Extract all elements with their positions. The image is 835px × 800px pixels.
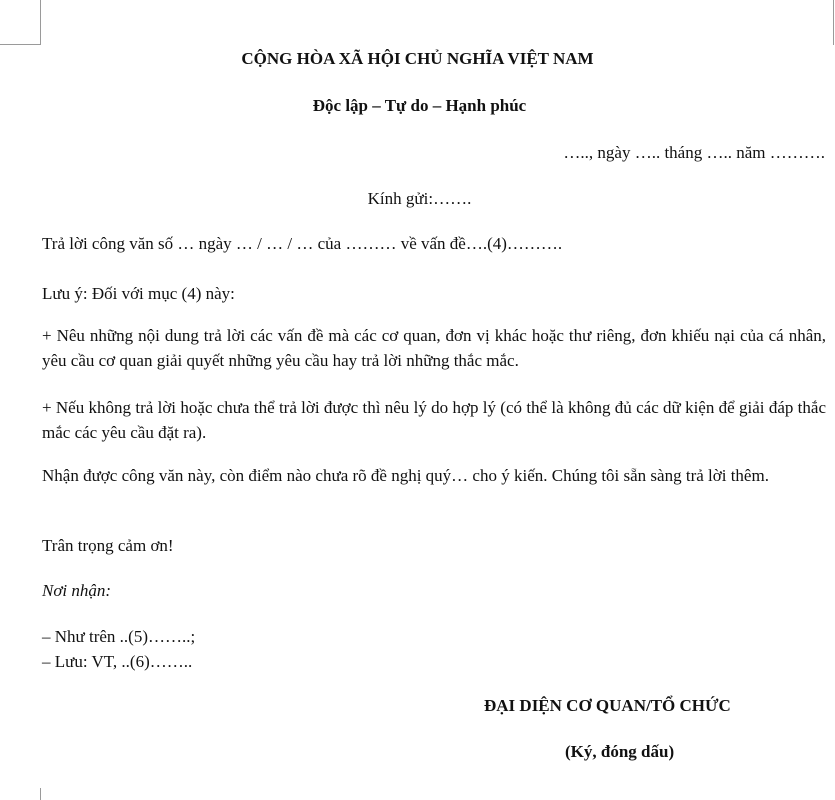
closing-request: Nhận được công văn này, còn điểm nào chưa rõ đề nghị quý… cho ý kiến. Chúng tôi sẵn sàng trả lời thêm. [42,466,769,485]
recipients-line-1: – Như trên ..(5)……..; [42,627,196,646]
note-item-1: + Nêu những nội dung trả lời các vấn đề mà các cơ quan, đơn vị khác hoặc thư riêng, đơn khiếu nại của cá nhân, yêu cầu cơ quan giải quyết những yêu cầu hay trả lời những thắc mắc. [42,326,826,370]
recipients-line-2: – Lưu: VT, ..(6)…….. [42,652,193,671]
national-title: CỘNG HÒA XÃ HỘI CHỦ NGHĨA VIỆT NAM [241,49,594,68]
note-item-2: + Nếu không trả lời hoặc chưa thể trả lời được thì nêu lý do hợp lý (có thể là không đủ các dữ kiện để giải đáp thắc mắc các yêu cầu đặt ra). [42,398,826,442]
place-date-line: ….., ngày ….. tháng ….. năm ………. [563,143,825,162]
motto: Độc lập – Tự do – Hạnh phúc [312,96,527,115]
reply-line: Trả lời công văn số … ngày … / … / … của ……… về vấn đề….(4)………. [42,234,563,253]
recipient-line: Kính gửi:……. [367,189,472,208]
signature-title: ĐẠI DIỆN CƠ QUAN/TỔ CHỨC [484,696,731,715]
thanks-line: Trân trọng cảm ơn! [42,536,174,555]
note-heading: Lưu ý: Đối với mục (4) này: [42,284,235,303]
recipients-heading: Nơi nhận: [42,581,112,600]
crop-mark-top-left-vertical [40,0,41,45]
crop-mark-bottom-left [40,788,41,800]
crop-mark-top-left-horizontal [0,44,41,45]
crop-mark-top-right [833,0,834,45]
signature-instruction: (Ký, đóng dấu) [565,742,675,761]
